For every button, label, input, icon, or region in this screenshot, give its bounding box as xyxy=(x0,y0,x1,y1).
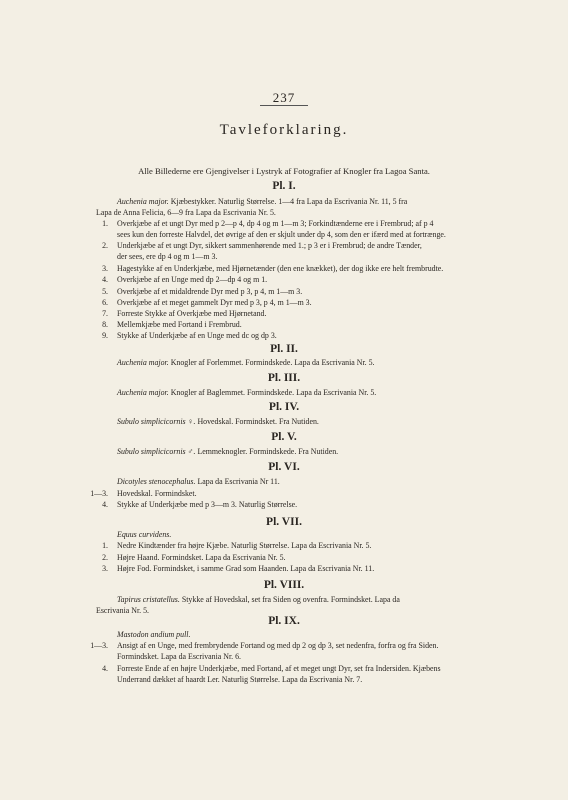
item-text: Overkjæbe af en Unge med dp 2—dp 4 og m 1. xyxy=(117,275,268,284)
item-text: Højre Haand. Formindsket. Lapa da Escrivania Nr. 5. xyxy=(117,553,286,562)
species-name-text: Equus curvidens. xyxy=(117,530,172,539)
item-number: 1. xyxy=(102,541,108,550)
item-text: Overkjæbe af et ungt Dyr med p 2—p 4, dp 4 og m 1—m 3; Forkindtænderne ere i Frembrud; af p 4 xyxy=(117,219,434,228)
item-number: 5. xyxy=(102,287,108,296)
item-number: 6. xyxy=(102,298,108,307)
species-name: Auchenia major. xyxy=(117,388,169,397)
item-number: 1—3. xyxy=(90,641,108,650)
item-text: Stykke af Underkjæbe med p 3—m 3. Naturlig Størrelse. xyxy=(117,500,298,509)
plate-caption xyxy=(117,595,400,605)
item-text: Forreste Stykke af Overkjæbe med Hjørnetand. xyxy=(117,309,267,318)
item-text: Ansigt af en Unge, med frembrydende Fortand og med dp 2 og dp 3, set nedenfra, forfra og fra Siden. xyxy=(117,641,439,650)
plate-heading: Pl. IV. xyxy=(268,401,300,413)
item-text: Højre Fod. Formindsket, i samme Grad som Haanden. Lapa da Escrivania Nr. 11. xyxy=(117,564,375,573)
caption-text: Knogler af Baglemmet. Formindskede. Lapa da Escrivania Nr. 5. xyxy=(170,388,377,397)
item-number: 2. xyxy=(102,241,108,250)
item-text: Stykke af Underkjæbe af en Unge med dc og dp 3. xyxy=(117,331,277,340)
caption-text: Escrivania Nr. 5. xyxy=(96,606,150,615)
species-name: Subulo simplicicornis ♀. xyxy=(117,417,196,426)
plate-heading: Pl. IX. xyxy=(268,615,300,627)
plate-caption xyxy=(117,477,280,487)
item-number: 8. xyxy=(102,320,108,329)
plate-heading: Pl. II. xyxy=(270,343,298,355)
plate-caption xyxy=(117,447,338,457)
page-number-rule xyxy=(260,105,308,106)
species-name: Auchenia major. xyxy=(117,197,169,206)
plate-heading: Pl. VIII. xyxy=(263,579,305,591)
caption-text: Lapa da Escrivania Nr 11. xyxy=(197,477,280,486)
item-text: Nedre Kindtænder fra højre Kjæbe. Naturlig Størrelse. Lapa da Escrivania Nr. 5. xyxy=(117,541,372,550)
plate-heading: Pl. V. xyxy=(271,431,297,443)
item-number: 1. xyxy=(102,219,108,228)
species-name-text: Mastodon andium pull. xyxy=(117,630,191,639)
plate-heading: Pl. I. xyxy=(272,180,296,192)
caption-text: Lapa de Anna Felicia, 6—9 fra Lapa da Escrivania Nr. 5. xyxy=(96,208,276,217)
item-text: Underrand dækket af haardt Ler. Naturlig Størrelse. Lapa da Escrivania Nr. 7. xyxy=(117,675,363,684)
caption-text: Kjæbestykker. Naturlig Størrelse. 1—4 fra Lapa da Escrivania Nr. 11, 5 fra xyxy=(170,197,408,206)
item-text: Forreste Ende af en højre Underkjæbe, med Fortand, af et meget ungt Dyr, set fra Indersiden. Kjæbens xyxy=(117,664,441,673)
item-text: sees kun den forreste Halvdel, det øvrige af den er skjult under dp 4, som den er ifærd med at fortrænge. xyxy=(117,230,446,239)
item-number: 1—3. xyxy=(90,489,108,498)
intro-text: Alle Billederne ere Gjengivelser i Lystryk af Fotografier af Knogler fra Lagoa Santa. xyxy=(138,166,430,176)
species-name: Subulo simplicicornis ♂. xyxy=(117,447,196,456)
page-title: Tavleforklaring. xyxy=(219,122,349,138)
item-number: 2. xyxy=(102,553,108,562)
item-text: der sees, ere dp 4 og m 1—m 3. xyxy=(117,252,218,261)
item-text: Overkjæbe af et midaldrende Dyr med p 3, p 4, m 1—m 3. xyxy=(117,287,303,296)
item-text: Hovedskal. Formindsket. xyxy=(117,489,197,498)
plate-caption xyxy=(117,358,375,368)
species-name: Auchenia major. xyxy=(117,358,169,367)
item-number: 3. xyxy=(102,564,108,573)
item-text: Formindsket. Lapa da Escrivania Nr. 6. xyxy=(117,652,242,661)
item-text: Mellemkjæbe med Fortand i Frembrud. xyxy=(117,320,242,329)
caption-text: Hovedskal. Formindsket. Fra Nutiden. xyxy=(197,417,319,426)
item-number: 4. xyxy=(102,664,108,673)
plate-heading: Pl. VI. xyxy=(268,461,300,473)
item-number: 4. xyxy=(102,275,108,284)
item-number: 3. xyxy=(102,264,108,273)
item-number: 9. xyxy=(102,331,108,340)
species-name xyxy=(117,530,171,540)
plate-heading: Pl. VII. xyxy=(266,516,302,528)
plate-caption xyxy=(117,197,407,207)
item-text: Underkjæbe af et ungt Dyr, sikkert sammenhørende med 1.; p 3 er i Frembrud; de andre Tænder, xyxy=(117,241,422,250)
item-text: Overkjæbe af et meget gammelt Dyr med p 3, p 4, m 1—m 3. xyxy=(117,298,312,307)
caption-text: Lemmeknogler. Formindskede. Fra Nutiden. xyxy=(197,447,339,456)
species-name: Tapirus cristatellus. xyxy=(117,595,180,604)
item-number: 7. xyxy=(102,309,108,318)
caption-text: Knogler af Forlemmet. Formindskede. Lapa da Escrivania Nr. 5. xyxy=(170,358,375,367)
plate-heading: Pl. III. xyxy=(267,372,301,384)
species-name: Dicotyles stenocephalus. xyxy=(117,477,196,486)
item-number: 4. xyxy=(102,500,108,509)
item-text: Hagestykke af en Underkjæbe, med Hjørnetænder (den ene knækket), der dog ikke ere helt frembrudte. xyxy=(117,264,444,273)
page-number: 237 xyxy=(272,90,296,105)
plate-caption xyxy=(117,388,376,398)
species-name xyxy=(117,630,190,640)
caption-text: Stykke af Hovedskal, set fra Siden og ovenfra. Formindsket. Lapa da xyxy=(181,595,400,604)
plate-caption xyxy=(117,417,319,427)
